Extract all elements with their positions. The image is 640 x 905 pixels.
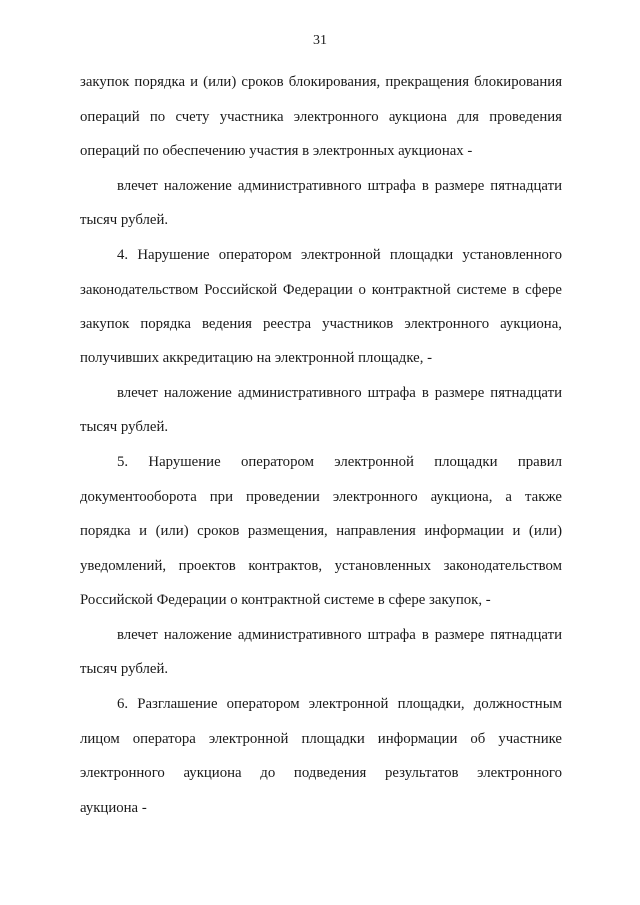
text-line: закупок порядка и (или) сроков блокирования, прекращения блокирования [80,74,562,90]
text-line: документооборота при проведении электронного аукциона, а также [80,489,562,505]
text-line: законодательством Российской Федерации о контрактной системе в сфере [80,282,562,298]
text-line: тысяч рублей. [80,661,169,677]
text-line: влечет наложение административного штрафа в размере пятнадцати [117,627,562,643]
page-number: 31 [313,33,327,48]
text-line: 5. Нарушение оператором электронной площадки правил [117,454,562,470]
text-line: влечет наложение административного штрафа в размере пятнадцати [117,178,562,194]
text-line: аукциона - [80,800,147,816]
text-line: операций по обеспечению участия в электронных аукционах - [80,143,473,159]
text-line: операций по счету участника электронного аукциона для проведения [80,109,562,125]
text-line: Российской Федерации о контрактной системе в сфере закупок, - [80,592,491,608]
text-line: уведомлений, проектов контрактов, установленных законодательством [80,558,562,574]
text-line: порядка и (или) сроков размещения, направления информации и (или) [80,523,562,539]
text-line: 4. Нарушение оператором электронной площадки установленного [117,247,562,263]
text-line: получивших аккредитацию на электронной площадке, - [80,350,433,366]
text-line: лицом оператора электронной площадки информации об участнике [80,731,562,747]
text-line: тысяч рублей. [80,419,169,435]
text-line: 6. Разглашение оператором электронной площадки, должностным [117,696,562,712]
text-line: влечет наложение административного штрафа в размере пятнадцати [117,385,562,401]
text-line: тысяч рублей. [80,212,169,228]
text-line: закупок порядка ведения реестра участников электронного аукциона, [80,316,562,332]
text-line: электронного аукциона до подведения результатов электронного [80,765,562,781]
